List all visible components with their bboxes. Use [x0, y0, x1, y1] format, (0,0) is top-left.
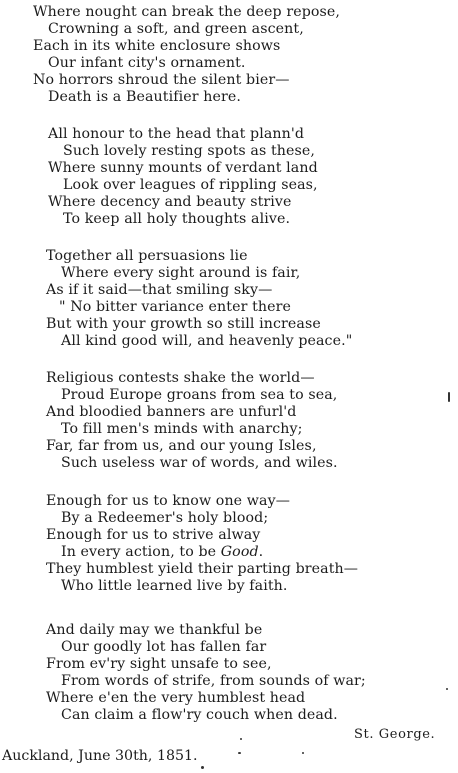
poem-line: From ev'ry sight unsafe to see,	[46, 656, 272, 672]
poem-line: Crowning a soft, and green ascent,	[48, 21, 304, 37]
poem-line: By a Redeemer's holy blood;	[61, 510, 269, 526]
poem-line: Where e'en the very humblest head	[46, 690, 306, 706]
poem-line: Proud Europe groans from sea to sea,	[61, 387, 338, 403]
emphasis: Good	[220, 544, 259, 560]
poem-line: Who little learned live by faith.	[61, 578, 288, 594]
poem-line: Far, far from us, and our young Isles,	[46, 438, 317, 454]
poem-line: No horrors shroud the silent bier—	[33, 72, 290, 88]
dateline: Auckland, June 30th, 1851.	[2, 748, 198, 764]
poem-line: And bloodied banners are unfurl'd	[46, 404, 297, 420]
signature: St. George.	[354, 727, 436, 742]
poem-line: " No bitter variance enter there	[59, 299, 291, 315]
poem-line: Enough for us to know one way—	[46, 493, 290, 509]
poem-line: But with your growth so still increase	[46, 316, 321, 332]
poem-line: To fill men's minds with anarchy;	[61, 421, 303, 437]
poem-line: Our infant city's ornament.	[48, 55, 246, 71]
poem-line: Where every sight around is fair,	[61, 265, 301, 281]
poem-line: As if it said—that smiling sky—	[46, 282, 273, 298]
poem-line: Where nought can break the deep repose,	[33, 4, 341, 20]
scan-speck	[201, 766, 204, 769]
poem-line: Where decency and beauty strive	[48, 194, 292, 210]
scan-speck	[240, 738, 242, 740]
poem-line: Enough for us to strive alway	[46, 527, 261, 543]
poem-line: From words of strife, from sounds of war;	[61, 673, 366, 689]
poem-line: Look over leagues of rippling seas,	[63, 177, 318, 193]
poem-line: Such useless war of words, and wiles.	[61, 455, 338, 471]
poem-line: Such lovely resting spots as these,	[63, 143, 315, 159]
scan-speck	[448, 392, 450, 402]
scan-speck	[446, 688, 448, 690]
poem-line: And daily may we thankful be	[46, 622, 263, 638]
poem-line: In every action, to be Good.	[61, 544, 264, 560]
poem-line: Death is a Beautifier here.	[48, 89, 241, 105]
poem-line: Religious contests shake the world—	[46, 370, 315, 386]
scan-speck	[302, 752, 304, 754]
poem-line: All honour to the head that plann'd	[48, 126, 305, 142]
scan-speck	[238, 752, 241, 754]
poem-line: All kind good will, and heavenly peace."	[61, 333, 353, 349]
poem-line: Can claim a flow'ry couch when dead.	[61, 707, 338, 723]
poem-line: To keep all holy thoughts alive.	[63, 211, 291, 227]
poem-line: They humblest yield their parting breath—	[46, 561, 359, 577]
poem-line: Together all persuasions lie	[46, 248, 248, 264]
poem-line: Our goodly lot has fallen far	[61, 639, 267, 655]
poem-line: Where sunny mounts of verdant land	[48, 160, 318, 176]
poem-line: Each in its white enclosure shows	[33, 38, 281, 54]
